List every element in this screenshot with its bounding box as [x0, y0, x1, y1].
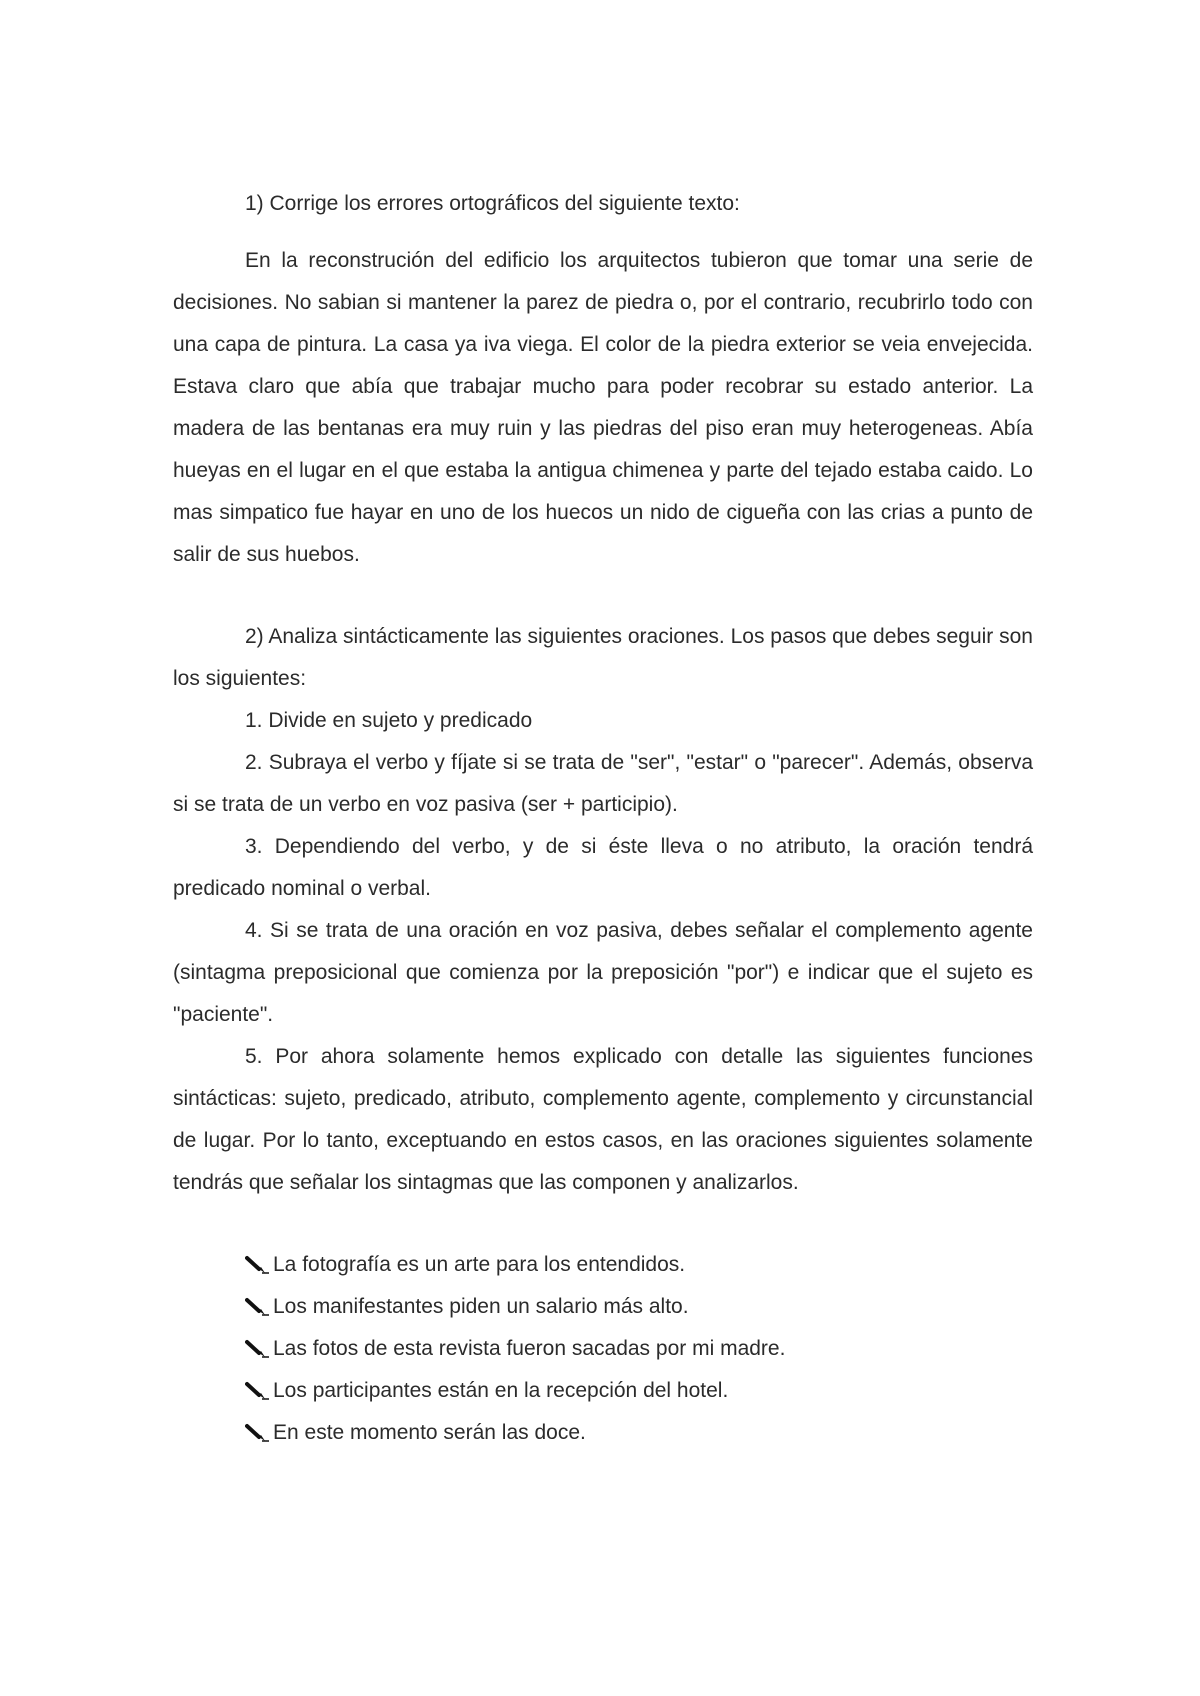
sentence-text: Los participantes están en la recepción del hotel.	[273, 1379, 729, 1402]
step-2: 2. Subraya el verbo y fíjate si se trata de "ser", "estar" o "parecer". Además, observa si se trata de un verbo en voz pasiva (ser + participio).	[173, 751, 1033, 816]
list-item	[245, 1370, 1033, 1412]
exercise-1-heading: 1) Corrige los errores ortográficos del siguiente texto:	[245, 192, 740, 215]
step-1: 1. Divide en sujeto y predicado	[245, 709, 533, 732]
step-3: 3. Dependiendo del verbo, y de si éste lleva o no atributo, la oración tendrá predicado nominal o verbal.	[173, 835, 1033, 900]
exercise-1-text: En la reconstrución del edificio los arquitectos tubieron que tomar una serie de decisiones. No sabian si mantener la parez de piedra o, por el contrario, recubrirlo todo con una capa de pintura. La casa ya iva viega. El color de la piedra exterior se veia envejecida. Estava claro que abía que trabajar mucho para poder recobrar su estado anterior. La madera de las bentanas era muy ruin y las piedras del piso eran muy heterogeneas. Abía hueyas en el lugar en el que estaba la antigua chimenea y parte del tejado estaba caido. Lo mas simpatico fue hayar en uno de los huecos un nido de cigueña con las crias a punto de salir de sus huebos.	[173, 249, 1033, 566]
pencil-icon	[245, 1254, 271, 1276]
pencil-icon	[245, 1422, 271, 1444]
list-item	[245, 1412, 1033, 1454]
sentence-text: La fotografía es un arte para los entendidos.	[273, 1253, 686, 1276]
sentence-text: Las fotos de esta revista fueron sacadas por mi madre.	[273, 1337, 786, 1360]
exercise-2-intro: 2) Analiza sintácticamente las siguientes oraciones. Los pasos que debes seguir son los siguientes:	[173, 625, 1033, 690]
list-item	[245, 1244, 1033, 1286]
sentence-text: Los manifestantes piden un salario más alto.	[273, 1295, 689, 1318]
pencil-icon	[245, 1338, 271, 1360]
document-page	[173, 188, 1033, 1454]
step-5: 5. Por ahora solamente hemos explicado con detalle las siguientes funciones sintácticas: sujeto, predicado, atributo, complemento agente, complemento y circunstancial de lugar. Por lo tanto, exceptuando en estos casos, en las oraciones siguientes solamente tendrás que señalar los sintagmas que las componen y analizarlos.	[173, 1045, 1033, 1194]
list-item	[245, 1286, 1033, 1328]
list-item	[245, 1328, 1033, 1370]
spacer	[173, 1204, 1033, 1244]
spacer	[173, 220, 1033, 240]
step-4: 4. Si se trata de una oración en voz pasiva, debes señalar el complemento agente (sintagma preposicional que comienza por la preposición "por") e indicar que el sujeto es "paciente".	[173, 919, 1033, 1026]
pencil-icon	[245, 1296, 271, 1318]
spacer	[173, 576, 1033, 616]
sentence-text: En este momento serán las doce.	[273, 1421, 586, 1444]
sentence-list	[173, 1244, 1033, 1454]
pencil-icon	[245, 1380, 271, 1402]
